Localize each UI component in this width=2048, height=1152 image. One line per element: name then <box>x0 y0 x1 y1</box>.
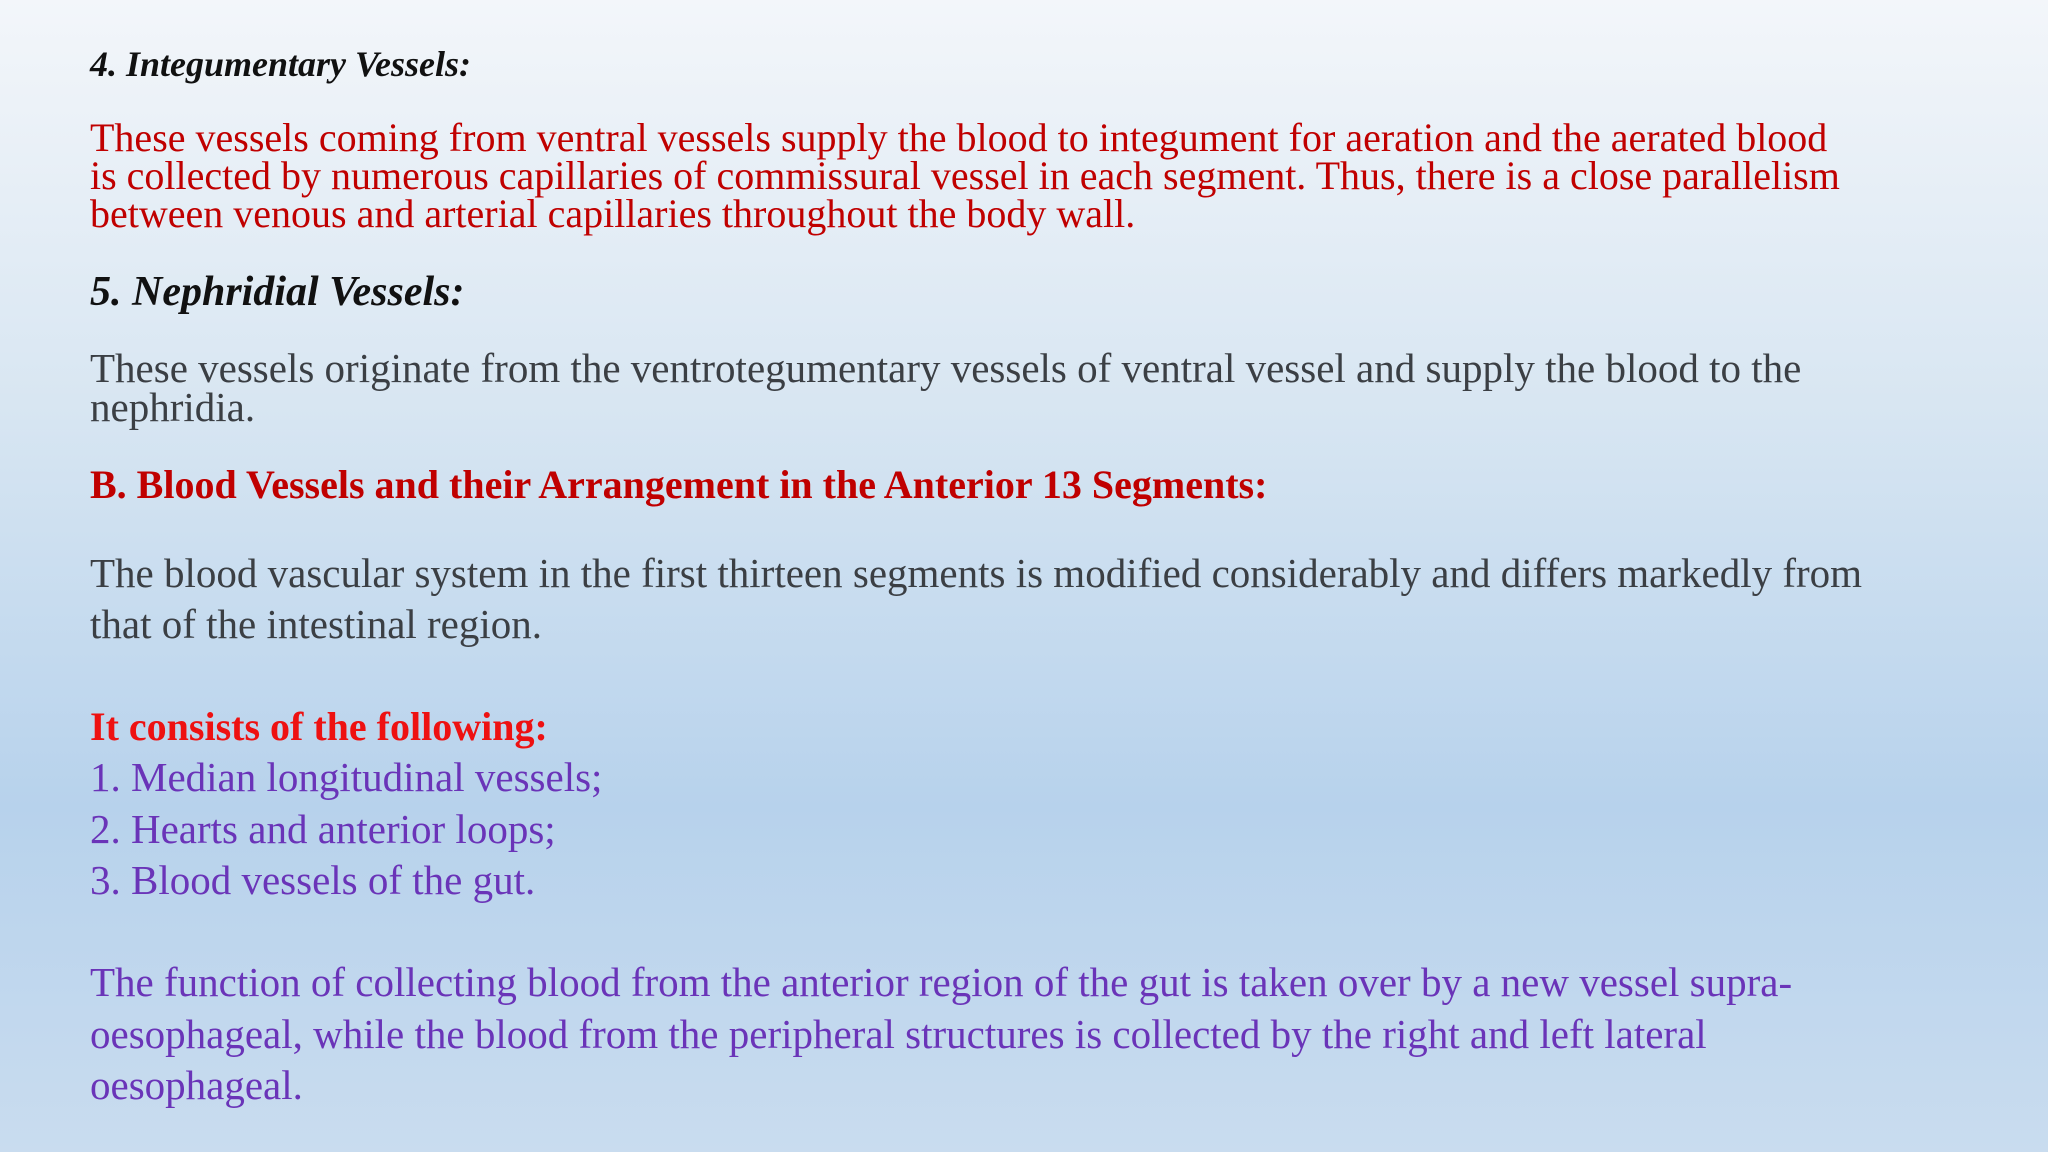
paragraph-line: These vessels originate from the ventrotegumentary vessels of ventral vessel and supply the blood to the <box>90 345 1802 391</box>
paragraph-integumentary <box>90 115 1840 236</box>
heading-consists-of: It consists of the following: <box>90 704 548 749</box>
paragraph-line: that of the intestinal region. <box>90 601 543 647</box>
paragraph-line: oesophageal, while the blood from the peripheral structures is collected by the right and left lateral <box>90 1010 1707 1057</box>
paragraph-line: is collected by numerous capillaries of commissural vessel in each segment. Thus, there is a close parallelism <box>90 153 1840 198</box>
list-item: 2. Hearts and anterior loops; <box>90 805 556 852</box>
paragraph-line: between venous and arterial capillaries throughout the body wall. <box>90 191 1136 236</box>
heading-nephridial-vessels: 5. Nephridial Vessels: <box>90 269 465 315</box>
paragraph-line: These vessels coming from ventral vessels supply the blood to integument for aeration and the aerated blood <box>90 115 1828 160</box>
paragraph-section-b <box>90 548 1862 650</box>
paragraph-line: The blood vascular system in the first thirteen segments is modified considerably and differs markedly from <box>90 550 1863 596</box>
heading-integumentary-vessels: 4. Integumentary Vessels: <box>90 44 472 84</box>
list-item: 1. Median longitudinal vessels; <box>90 754 603 800</box>
list-item: 3. Blood vessels of the gut. <box>90 857 536 903</box>
heading-section-b: B. Blood Vessels and their Arrangement in the Anterior 13 Segments: <box>90 462 1268 507</box>
paragraph-line: oesophageal. <box>90 1062 303 1108</box>
paragraph-function <box>90 957 1792 1112</box>
paragraph-nephridial <box>90 345 1802 430</box>
list-components <box>90 752 602 907</box>
paragraph-line: nephridia. <box>90 384 256 430</box>
paragraph-line: The function of collecting blood from the anterior region of the gut is taken over by a new vessel supra- <box>90 959 1793 1005</box>
